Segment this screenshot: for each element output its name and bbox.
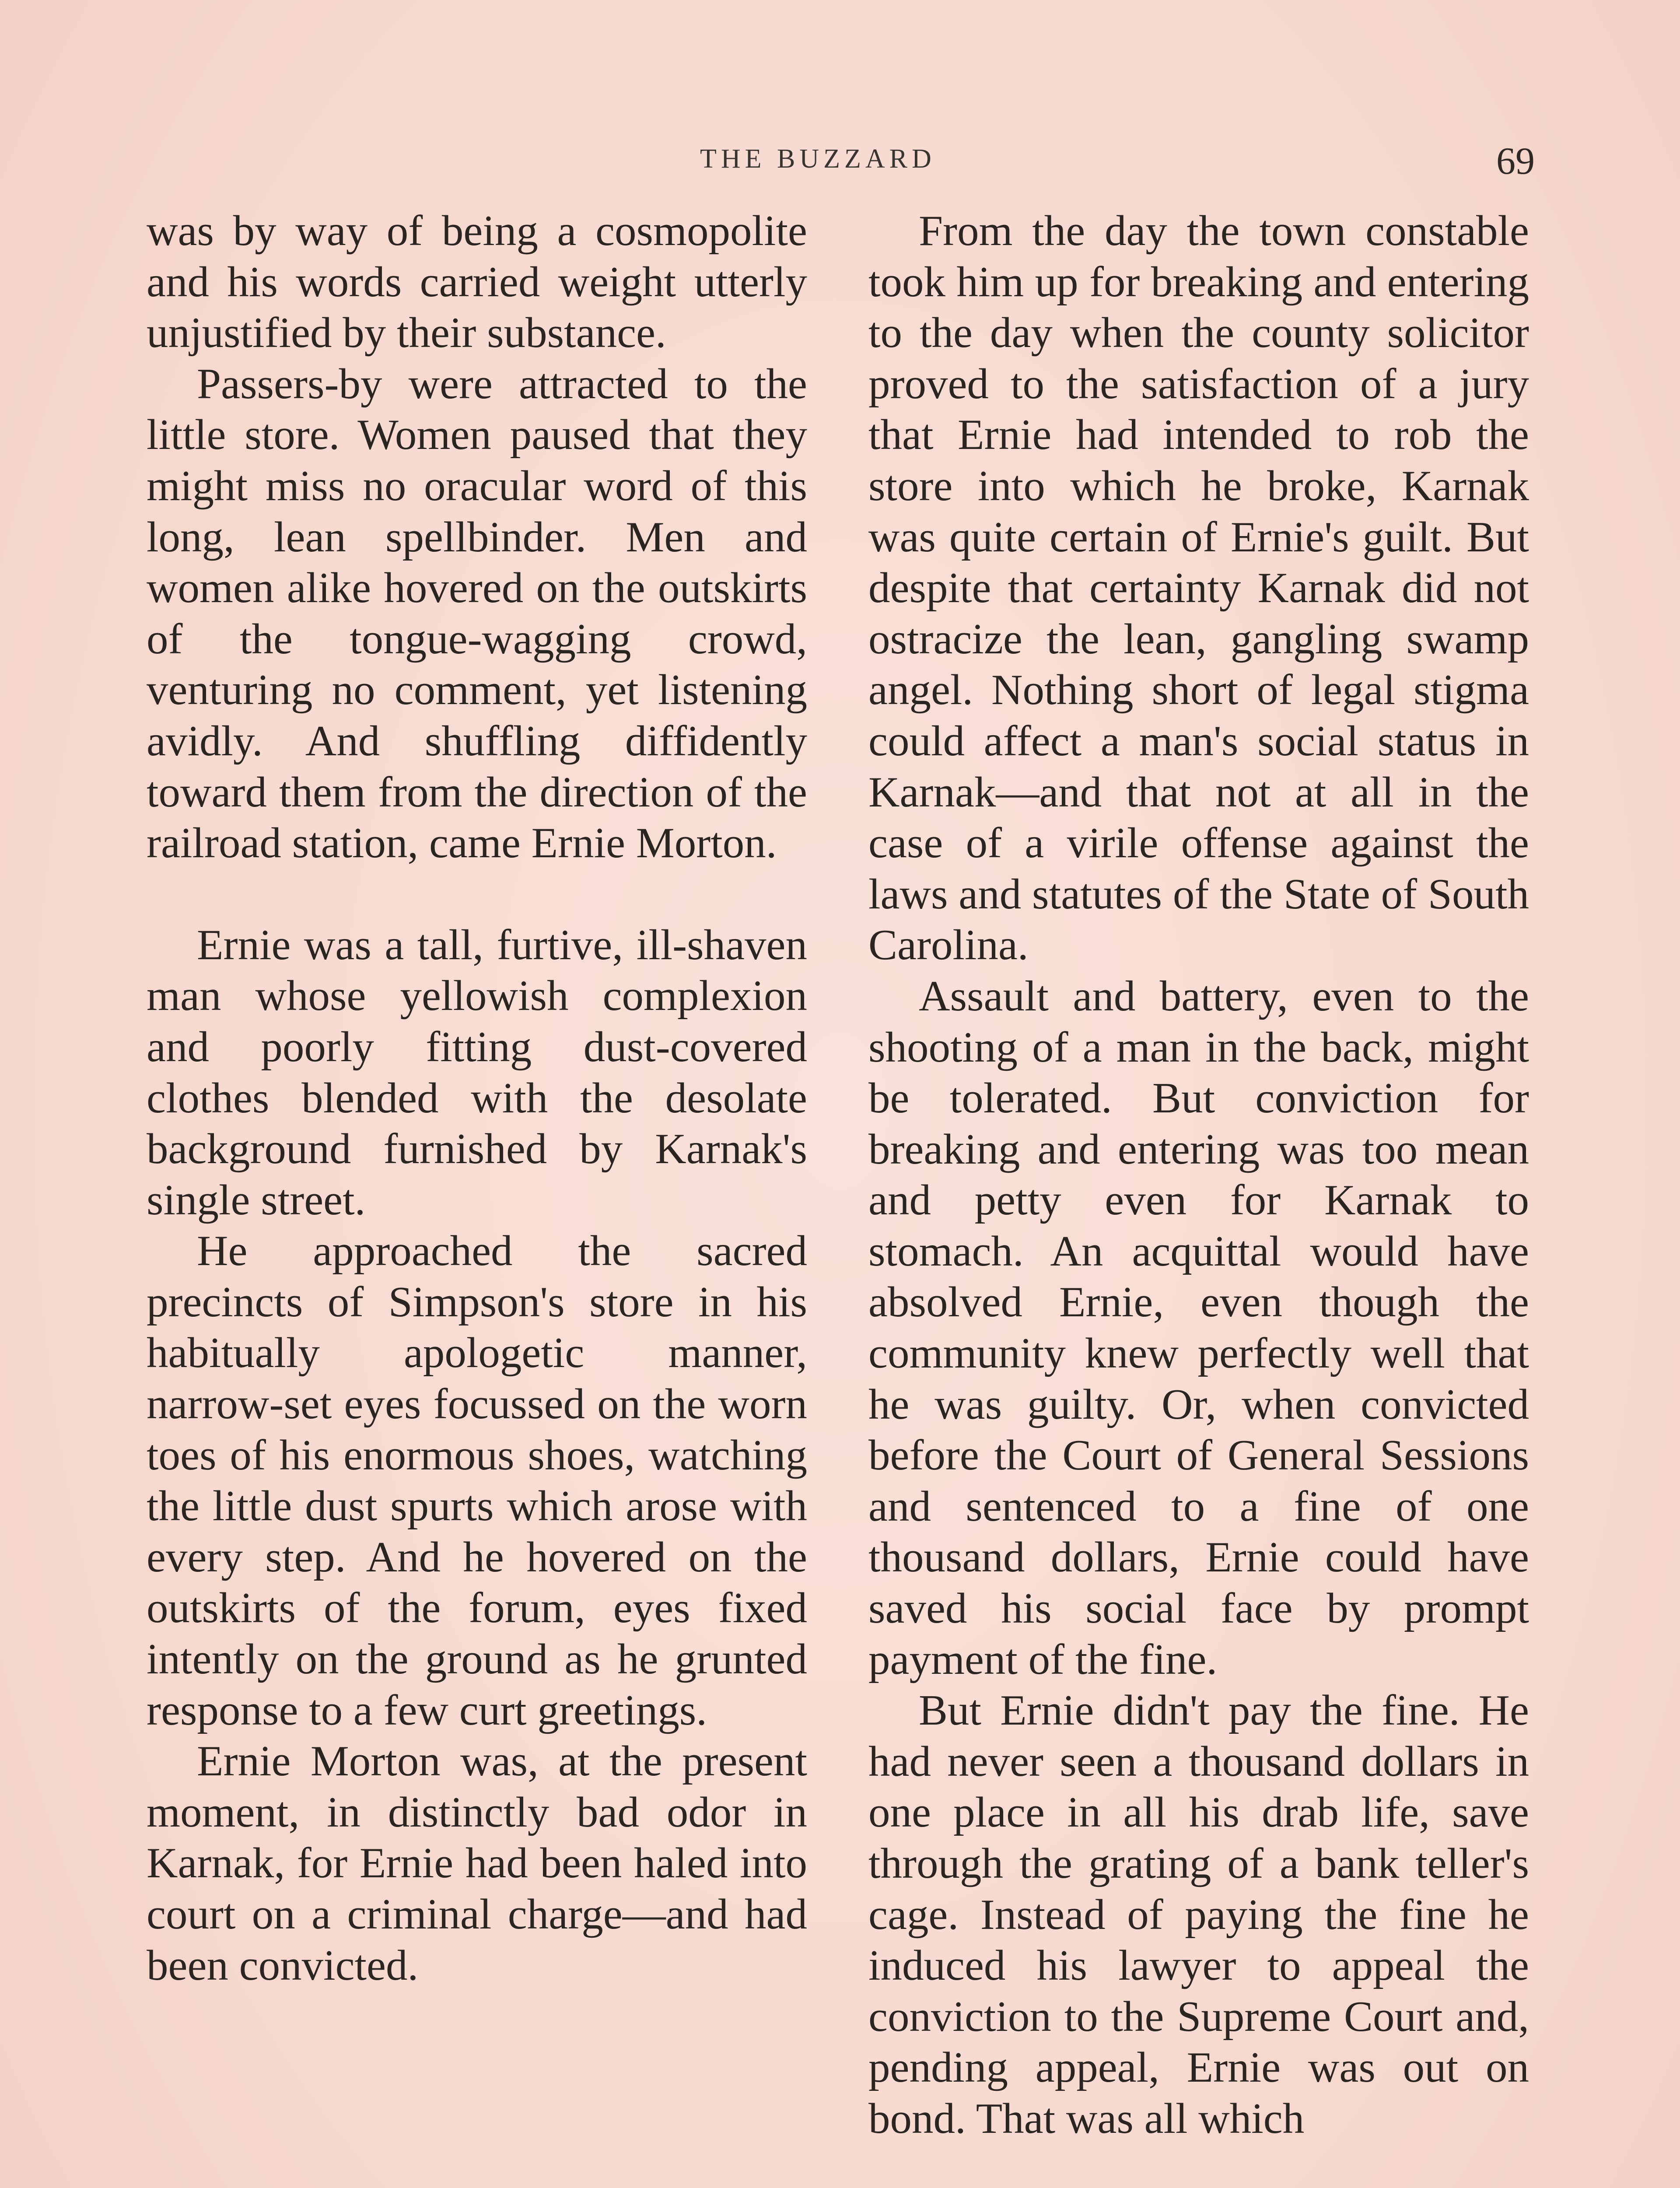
paragraph-left-5: Ernie Morton was, at the present moment, in distinctly bad odor in Karnak, for Ernie had been haled into court on a criminal charge—and had been convicted. xyxy=(147,1737,807,1989)
running-title: THE BUZZARD xyxy=(700,144,936,174)
paragraph-right-1: From the day the town constable took him up for breaking and entering to the day when the county solicitor proved to the satisfaction of a jury that Ernie had intended to rob the store into which he broke, Karnak was quite certain of Ernie's guilt. But despite that certainty Karnak did not ostracize the lean, gangling swamp angel. Nothing short of legal stigma could affect a man's social status in Karnak—and that not at all in the case of a virile offense against the laws and statutes of the State of South Carolina. xyxy=(868,207,1529,969)
paragraph-left-4: He approached the sacred precincts of Simpson's store in his habitually apologetic manner, narrow-set eyes focussed on the worn toes of his enormous shoes, watching the little dust spurts which arose with every step. And he hovered on the outskirts of the forum, eyes fixed intently on the ground as he grunted response to a few curt greetings. xyxy=(147,1227,807,1734)
paragraph-left-2: Passers-by were attracted to the little store. Women paused that they might miss no oracular word of this long, lean spellbinder. Men and women alike hovered on the outskirts of the tongue-wagging crowd, venturing no comment, yet listening avidly. And shuffling diffidently toward them from the direction of the railroad station, came Ernie Morton. xyxy=(147,360,807,867)
paragraph-right-3: But Ernie didn't pay the fine. He had never seen a thousand dollars in one place in all his drab life, save through the grating of a bank teller's cage. Instead of paying the fine he induced his lawyer to appeal the conviction to the Supreme Court and, pending appeal, Ernie was out on bond. That was all which xyxy=(868,1687,1529,2142)
running-head xyxy=(0,139,1680,183)
right-column xyxy=(868,206,1529,2145)
paragraph-right-2: Assault and battery, even to the shooting of a man in the back, might be tolerated. But conviction for breaking and entering was too mean and petty even for Karnak to stomach. An acquittal would have absolved Ernie, even though the community knew perfectly well that he was guilty. Or, when convicted before the Court of General Sessions and sentenced to a fine of one thousand dollars, Ernie could have saved his social face by prompt payment of the fine. xyxy=(868,972,1529,1683)
page-number: 69 xyxy=(1496,140,1535,182)
paragraph-left-3: Ernie was a tall, furtive, ill-shaven man whose yellowish complexion and poorly fitting dust-covered clothes blended with the desolate background furnished by Karnak's single street. xyxy=(147,921,807,1224)
paragraph-left-1: was by way of being a cosmopolite and his words carried weight utterly unjustified by their substance. xyxy=(147,207,807,357)
left-column xyxy=(147,206,807,1991)
